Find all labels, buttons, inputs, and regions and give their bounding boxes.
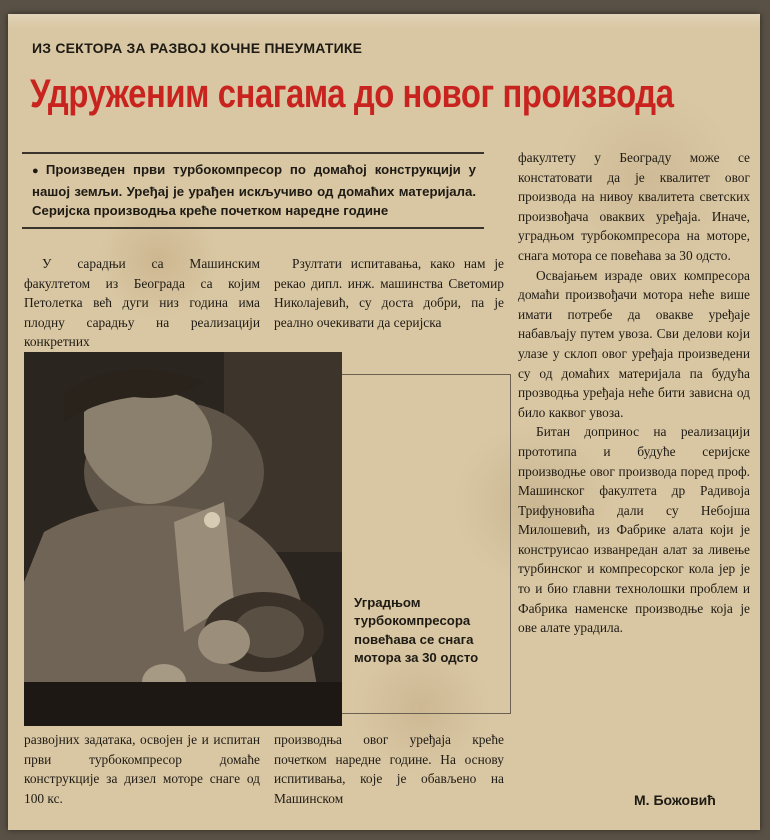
article-lead [22, 152, 484, 229]
column-2-bottom [274, 730, 504, 808]
article-kicker: ИЗ СЕКТОРА ЗА РАЗВОЈ КОЧНЕ ПНЕУМАТИКЕ [32, 40, 363, 56]
column-1-top [24, 254, 260, 352]
col3-paragraph-2: Освајањем израде ових компресора домаћи произвођачи мотора неће више имати потребе да овакве уређаје набављају путем увоза. Сви делови који улазе у склоп овог уређаја произведени су од домаћих материјала па будућа прозводња уређаја неће бити зависна од било каквог увоза. [518, 267, 750, 420]
col2-bottom-text: производња овог уређаја креће почетком наредне године. На основу испитивања, које је обављено на Машинском [274, 732, 504, 806]
column-1-bottom [24, 730, 260, 808]
col3-paragraph-3: Битан допринос на реализацији прототипа и будуће серијске производње овог производа поред проф. Машинског факултета др Радивоја Трифуновића дали су Небојша Милошевић, из Фабрике алата који је конструисао изванредан алат за ливење турбинског и компресорског кола јер је то и био главни технолошки проблем и Фабрика наменске производње која је ове алате урадила. [518, 424, 750, 636]
bullet-icon: ● [32, 165, 43, 177]
col3-paragraph-1: факултету у Београду може се констатовати да је квалитет овог производа на нивоу квалитета светских произвођача оваквих уређаја. Иначе, уградњом турбокомпресора на моторе, снага мотора се повећава за 30 одсто. [518, 150, 750, 263]
newspaper-clipping [8, 14, 760, 830]
paper-edge [8, 14, 760, 28]
column-2-top [274, 254, 504, 332]
col2-top-text: Рзултати испитавања, како нам је рекао дипл. инж. машинства Светомир Николајевић, су доста добри, па је реално очекивати да серијска [274, 256, 504, 330]
col1-bottom-text: развојних задатака, освојен је и испитан први турбокомпресор домаће конструкције за дизел моторе снаге од 100 кс. [24, 732, 260, 806]
article-photo [24, 352, 342, 726]
photo-caption: Уградњом турбокомпресора повећава се снага мотора за 30 одсто [354, 595, 479, 666]
article-headline: Удруженим снагама до новог производа [30, 72, 674, 116]
lead-text: Произведен први турбокомпресор по домаћој конструкцији у нашој земљи. Уређај је урађен искључиво од домаћих материјала. Серијска производња креће почетком наредне године [32, 162, 476, 218]
column-3 [518, 148, 750, 638]
col1-top-text: У сарадњи са Машинским факултетом из Београда са којим Петолетка већ дуги низ година има плодну сарадњу на реализацији конкретних [24, 256, 260, 350]
photo-illustration [24, 352, 342, 726]
author-signature: М. Божовић [634, 792, 716, 808]
